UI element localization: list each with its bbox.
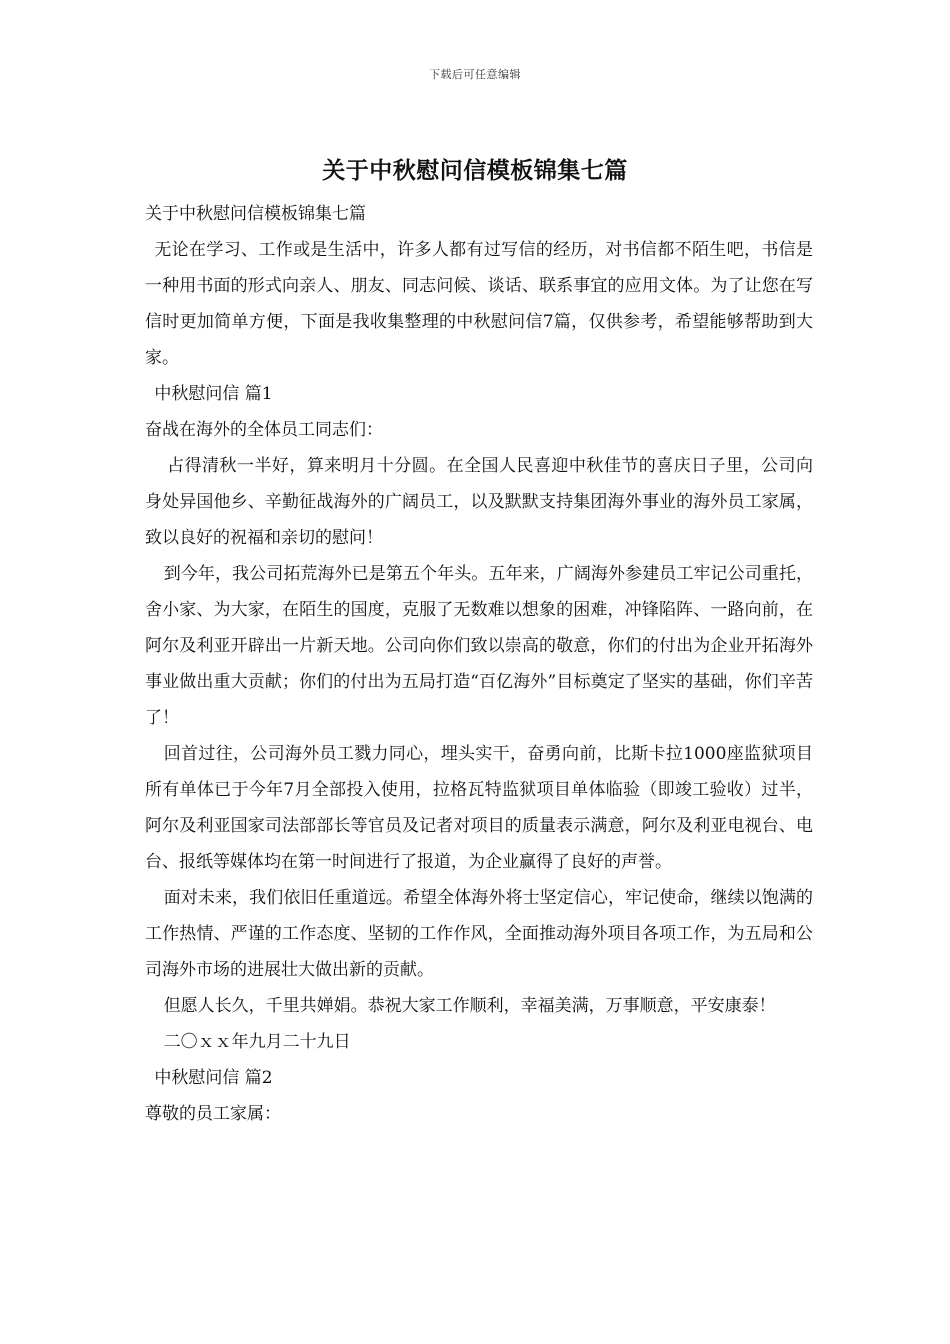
document-body bbox=[145, 196, 813, 1132]
body-paragraph: 回首过往，公司海外员工戮力同心，埋头实干，奋勇向前，比斯卡拉1000座监狱项目所有单体已于今年7月全部投入使用，拉格瓦特监狱项目单体临验（即竣工验收）过半，阿尔及利亚国家司法部部长等官员及记者对项目的质量表示满意，阿尔及利亚电视台、电台、报纸等媒体均在第一时间进行了报道，为企业赢得了良好的声誉。 bbox=[145, 744, 813, 872]
salutation-1: 奋战在海外的全体员工同志们： bbox=[145, 420, 383, 440]
document-title: 关于中秋慰问信模板锦集七篇 bbox=[322, 157, 628, 184]
body-paragraph: 占得清秋一半好，算来明月十分圆。在全国人民喜迎中秋佳节的喜庆日子里，公司向身处异国他乡、辛勤征战海外的广阔员工，以及默默支持集团海外事业的海外员工家属，致以良好的祝福和亲切的慰问！ bbox=[145, 456, 813, 548]
body-paragraph: 但愿人长久，千里共婵娟。恭祝大家工作顺利，幸福美满，万事顺意，平安康泰！ bbox=[163, 996, 776, 1016]
intro-paragraph: 无论在学习、工作或是生活中，许多人都有过写信的经历，对书信都不陌生吧，书信是一种用书面的形式向亲人、朋友、同志问候、谈话、联系事宜的应用文体。为了让您在写信时更加简单方便，下面是我收集整理的中秋慰问信7篇，仅供参考，希望能够帮助到大家。 bbox=[145, 240, 813, 368]
body-paragraph: 面对未来，我们依旧任重道远。希望全体海外将士坚定信心，牢记使命，继续以饱满的工作热情、严谨的工作态度、坚韧的工作作风，全面推动海外项目各项工作，为五局和公司海外市场的进展壮大做出新的贡献。 bbox=[145, 888, 813, 980]
date-line: 二〇ｘｘ年九月二十九日 bbox=[163, 1032, 351, 1052]
body-paragraph: 到今年，我公司拓荒海外已是第五个年头。五年来，广阔海外参建员工牢记公司重托，舍小家、为大家，在陌生的国度，克服了无数难以想象的困难，冲锋陷阵、一路向前，在阿尔及利亚开辟出一片新天地。公司向你们致以崇高的敬意，你们的付出为企业开拓海外事业做出重大贡献；你们的付出为五局打造“百亿海外”目标奠定了坚实的基础，你们辛苦了！ bbox=[145, 564, 813, 728]
section-heading-2: 中秋慰问信 篇2 bbox=[154, 1068, 273, 1088]
section-heading-1: 中秋慰问信 篇1 bbox=[154, 384, 273, 404]
salutation-2: 尊敬的员工家属： bbox=[145, 1104, 281, 1124]
subtitle-line: 关于中秋慰问信模板锦集七篇 bbox=[145, 204, 366, 224]
header-note: 下载后可任意编辑 bbox=[429, 68, 521, 81]
